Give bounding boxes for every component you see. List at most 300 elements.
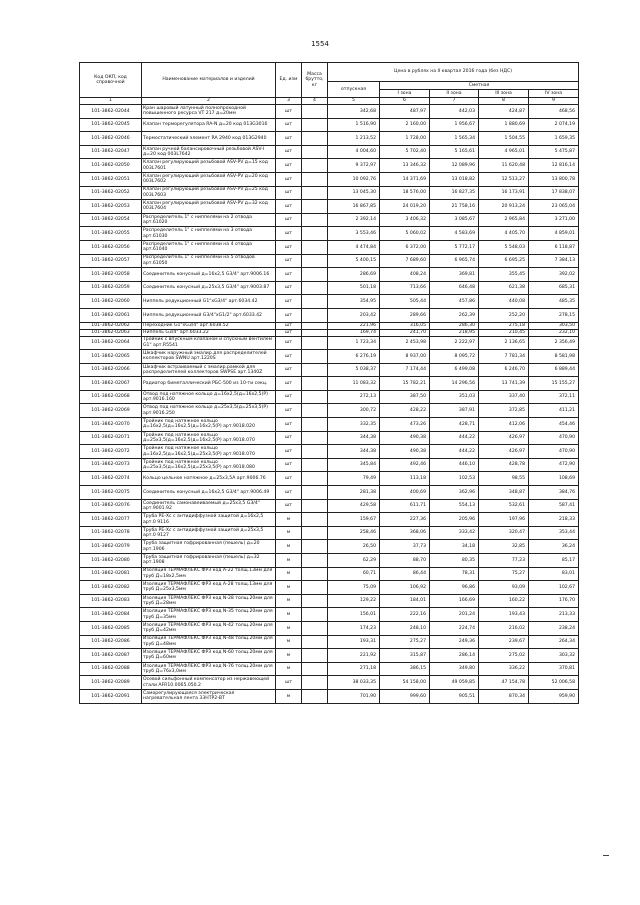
row-zone4-price: 36,24 — [529, 540, 579, 554]
row-code: 101-3862-02069 — [80, 404, 142, 418]
row-zone2-price: 446,10 — [430, 458, 479, 472]
row-zone2-price: 13 018,82 — [430, 172, 479, 186]
row-release-price: 272,13 — [328, 390, 380, 404]
row-mass — [302, 268, 328, 282]
row-zone4-price: 6 118,87 — [529, 240, 579, 254]
row-zone3-price: 32,85 — [479, 540, 529, 554]
row-zone1-price: 490,38 — [380, 431, 430, 445]
table-row — [80, 662, 579, 676]
row-zone3-price: 11 620,48 — [479, 159, 529, 173]
row-unit: м — [276, 513, 302, 527]
row-zone1-price: 999,60 — [380, 689, 430, 703]
col-number: 1 — [80, 98, 142, 105]
row-name: Клапан терморегулятора RA-N д=20 код 013G3016 — [142, 118, 276, 132]
row-mass — [302, 322, 328, 329]
table-row — [80, 390, 579, 404]
row-code: 101-3862-02087 — [80, 649, 142, 663]
row-release-price: 75,09 — [328, 581, 380, 595]
row-unit: шт — [276, 172, 302, 186]
row-zone1-price: 5 060,02 — [380, 227, 430, 241]
row-zone3-price: 6 246,70 — [479, 363, 529, 377]
row-name: Клапан регулирующий резьбовой ASV-PV д=20 код 003L7602 — [142, 172, 276, 186]
table-row — [80, 281, 579, 295]
row-unit: м — [276, 649, 302, 663]
row-mass — [302, 540, 328, 554]
row-release-price: 344,38 — [328, 445, 380, 459]
row-zone3-price: 239,67 — [479, 635, 529, 649]
row-code: 101-3862-02074 — [80, 472, 142, 486]
row-zone4-price: 232,10 — [529, 329, 579, 336]
table-row — [80, 213, 579, 227]
row-code: 101-3862-02084 — [80, 608, 142, 622]
row-zone3-price: 12 513,27 — [479, 172, 529, 186]
row-zone4-price: 238,24 — [529, 621, 579, 635]
row-code: 101-3862-02077 — [80, 513, 142, 527]
row-zone2-price: 369,81 — [430, 268, 479, 282]
row-mass — [302, 621, 328, 635]
row-unit: шт — [276, 418, 302, 432]
row-release-price: 169,74 — [328, 329, 380, 336]
row-release-price: 4 474,84 — [328, 240, 380, 254]
row-unit: шт — [276, 458, 302, 472]
row-name: Труба защитная гофрированная (пешель) д=32 арт.1908 — [142, 554, 276, 568]
row-release-price: 344,38 — [328, 431, 380, 445]
row-code: 101-3862-02062 — [80, 322, 142, 329]
row-unit: шт — [276, 132, 302, 146]
row-mass — [302, 145, 328, 159]
table-row — [80, 200, 579, 214]
row-zone1-price: 241,70 — [380, 329, 430, 336]
row-name: Осевой сильфонный компенсатор из нержавеющей стали AFR10.0065.050.2 — [142, 676, 276, 690]
row-unit: шт — [276, 404, 302, 418]
row-zone1-price: 24 019,20 — [380, 200, 430, 214]
row-name: Соединитель конусный д=25х3,5 G3/4" арт.9003.87 — [142, 281, 276, 295]
row-name: Труба РЕ-Хс с антидиффузной защитой д=25х3,5 арт.0 9127 — [142, 526, 276, 540]
table-row — [80, 377, 579, 391]
row-code: 101-3862-02056 — [80, 240, 142, 254]
row-release-price: 62,29 — [328, 554, 380, 568]
row-mass — [302, 689, 328, 703]
row-name: Соединитель самонавеиваемый д=25х3,5 G3/4" арт.9001.92 — [142, 499, 276, 513]
row-name: Распределитель 1" с ниппелями на 5 отводов арт.61050 — [142, 254, 276, 268]
row-zone2-price: 349,80 — [430, 662, 479, 676]
table-row — [80, 105, 579, 119]
row-zone1-price: 184,01 — [380, 594, 430, 608]
row-unit: шт — [276, 145, 302, 159]
row-zone2-price: 96,86 — [430, 581, 479, 595]
row-mass — [302, 377, 328, 391]
row-zone2-price: 224,74 — [430, 621, 479, 635]
row-unit: шт — [276, 227, 302, 241]
row-unit: м — [276, 621, 302, 635]
row-zone3-price: 1 504,55 — [479, 132, 529, 146]
table-row — [80, 145, 579, 159]
row-unit: шт — [276, 350, 302, 364]
row-code: 101-3862-02057 — [80, 254, 142, 268]
row-unit: м — [276, 608, 302, 622]
row-name: Тройник под натяжное кольцо д=16х2,5(д=16х2,5(д=16х2,5(Р) арт.9018.020 — [142, 418, 276, 432]
row-zone3-price: 426,97 — [479, 431, 529, 445]
row-zone4-price: 7 384,13 — [529, 254, 579, 268]
row-name: Изоляция ТЕРМАФЛЕКС ФРЗ код А-22 толщ.13мм для труб Д=18х2,5мм — [142, 567, 276, 581]
row-zone4-price: 176,70 — [529, 594, 579, 608]
row-unit: м — [276, 554, 302, 568]
row-zone1-price: 113,18 — [380, 472, 430, 486]
row-release-price: 1 213,52 — [328, 132, 380, 146]
row-zone1-price: 86,44 — [380, 567, 430, 581]
row-mass — [302, 567, 328, 581]
row-zone1-price: 18 576,00 — [380, 186, 430, 200]
row-name: Изоляция ТЕРМАФЛЕКС ФРЗ код N-60 толщ.20мм для труб Д=60мм — [142, 649, 276, 663]
row-unit: м — [276, 540, 302, 554]
table-row — [80, 594, 579, 608]
row-name: Отвод под натяжное кольцо д=25х3,5(д=25х3,5(Р) арт.9016.250 — [142, 404, 276, 418]
row-name: Шкафчик наружный эмалир.для распределителей коллекторов SWNU арт.1220S — [142, 350, 276, 364]
row-zone2-price: 4 583,69 — [430, 227, 479, 241]
header-code: Код ОКП, код справочной — [80, 63, 142, 98]
row-zone2-price: 444,22 — [430, 431, 479, 445]
row-zone4-price: 303,50 — [529, 322, 579, 329]
row-code: 101-3862-02047 — [80, 145, 142, 159]
table-row — [80, 540, 579, 554]
row-code: 101-3862-02059 — [80, 281, 142, 295]
row-zone3-price: 77,23 — [479, 554, 529, 568]
row-name: Клапан регулирующий резьбовой ASV-PV д=15 код 003L7601 — [142, 159, 276, 173]
row-name: Клапан регулирующий резьбовой ASV-PV д=25 код 003L7603 — [142, 186, 276, 200]
row-mass — [302, 445, 328, 459]
row-zone3-price: 348,87 — [479, 486, 529, 500]
row-unit: шт — [276, 363, 302, 377]
table-row — [80, 308, 579, 322]
row-zone1-price: 227,36 — [380, 513, 430, 527]
row-zone4-price: 102,67 — [529, 581, 579, 595]
table-row — [80, 322, 579, 329]
row-zone4-price: 303,32 — [529, 649, 579, 663]
row-zone4-price: 370,81 — [529, 662, 579, 676]
row-code: 101-3862-02089 — [80, 676, 142, 690]
row-release-price: 174,23 — [328, 621, 380, 635]
row-zone3-price: 6 695,25 — [479, 254, 529, 268]
row-name: Труба защитная гофрированная (пешель) д=20 арт.1906 — [142, 540, 276, 554]
row-name: Радиатор биметаллический РБС-500 из 10-ти секц. — [142, 377, 276, 391]
row-release-price: 5 400,15 — [328, 254, 380, 268]
row-zone4-price: 52 006,58 — [529, 676, 579, 690]
row-zone1-price: 315,87 — [380, 649, 430, 663]
row-name: Изоляция ТЕРМАФЛЕКС ФРЗ код А-28 толщ.13мм для труб Д=25х3,5мм — [142, 581, 276, 595]
row-zone1-price: 54 158,00 — [380, 676, 430, 690]
row-zone3-price: 160,22 — [479, 594, 529, 608]
row-zone2-price: 12 089,96 — [430, 159, 479, 173]
row-zone2-price: 2 222,97 — [430, 336, 479, 350]
row-name: Шкафчик встраиваемый с эмалир.рамкой для распределителей коллекторов SWPSE арт.1340Z — [142, 363, 276, 377]
row-unit: шт — [276, 329, 302, 336]
row-unit: шт — [276, 676, 302, 690]
table-row — [80, 329, 579, 336]
row-code: 101-3862-02055 — [80, 227, 142, 241]
row-zone2-price: 444,22 — [430, 445, 479, 459]
row-zone3-price: 412,06 — [479, 418, 529, 432]
row-zone2-price: 6 499,08 — [430, 363, 479, 377]
row-zone4-price: 392,02 — [529, 268, 579, 282]
table-row — [80, 350, 579, 364]
row-mass — [302, 240, 328, 254]
row-zone4-price: 454,46 — [529, 418, 579, 432]
header-zone-2: II зона — [430, 90, 479, 98]
table-row — [80, 118, 579, 132]
row-zone1-price: 428,22 — [380, 404, 430, 418]
row-code: 101-3862-02068 — [80, 390, 142, 404]
row-unit: шт — [276, 281, 302, 295]
row-mass — [302, 608, 328, 622]
row-zone3-price: 532,61 — [479, 499, 529, 513]
row-mass — [302, 526, 328, 540]
row-zone4-price: 353,44 — [529, 526, 579, 540]
col-number: 5 — [328, 98, 380, 105]
row-release-price: 3 553,46 — [328, 227, 380, 241]
header-zone-1: I зона — [380, 90, 430, 98]
row-name: Тройник под натяжное кольцо д=25х3,5(д=16х2,5(д=25х3,5(Р) арт.9018.080 — [142, 458, 276, 472]
row-unit: шт — [276, 336, 302, 350]
row-zone2-price: 286,14 — [430, 649, 479, 663]
row-zone3-price: 337,40 — [479, 390, 529, 404]
row-zone2-price: 905,51 — [430, 689, 479, 703]
scan-mark — [603, 855, 609, 856]
row-mass — [302, 105, 328, 119]
row-name: Изоляция ТЕРМАФЛЕКС ФРЗ код N-28 толщ.20мм для труб Д=28мм — [142, 594, 276, 608]
row-zone2-price: 218,95 — [430, 329, 479, 336]
row-zone2-price: 205,96 — [430, 513, 479, 527]
table-row — [80, 649, 579, 663]
row-zone3-price: 5 548,03 — [479, 240, 529, 254]
row-zone4-price: 411,21 — [529, 404, 579, 418]
row-name: Саморегулирующаяся электрическая нагревательная лента 33НТР2-BT — [142, 689, 276, 703]
col-number: 7 — [430, 98, 479, 105]
row-code: 101-3862-02075 — [80, 486, 142, 500]
row-code: 101-3862-02073 — [80, 458, 142, 472]
header-price-title: Цена в рублях на II квартал 2016 года (без НДС) — [328, 63, 579, 82]
row-zone3-price: 2 965,84 — [479, 213, 529, 227]
row-release-price: 6 276,19 — [328, 350, 380, 364]
row-zone4-price: 83,01 — [529, 567, 579, 581]
row-code: 101-3862-02081 — [80, 567, 142, 581]
table-row — [80, 486, 579, 500]
table-row — [80, 431, 579, 445]
header-estimated: Сметная — [380, 82, 579, 90]
row-mass — [302, 649, 328, 663]
row-zone1-price: 5 702,40 — [380, 145, 430, 159]
row-release-price: 5 038,37 — [328, 363, 380, 377]
header-release: отпускная — [328, 82, 380, 98]
row-mass — [302, 186, 328, 200]
row-code: 101-3862-02046 — [80, 132, 142, 146]
row-unit: шт — [276, 486, 302, 500]
row-mass — [302, 132, 328, 146]
row-zone1-price: 37,73 — [380, 540, 430, 554]
table-row — [80, 363, 579, 377]
row-zone4-price: 264,34 — [529, 635, 579, 649]
row-release-price: 13 045,30 — [328, 186, 380, 200]
row-code: 101-3862-02067 — [80, 377, 142, 391]
row-mass — [302, 594, 328, 608]
col-number: 8 — [479, 98, 529, 105]
row-zone4-price: 15 155,27 — [529, 377, 579, 391]
table-row — [80, 621, 579, 635]
row-name: Кран шаровый латунный полнопроходной повышенного ресурса VT 217 д=20мм — [142, 105, 276, 119]
row-mass — [302, 486, 328, 500]
row-zone1-price: 505,44 — [380, 295, 430, 309]
row-zone3-price: 252,20 — [479, 308, 529, 322]
row-zone4-price: 8 581,98 — [529, 350, 579, 364]
table-row — [80, 418, 579, 432]
table-row — [80, 635, 579, 649]
row-zone3-price: 13 741,39 — [479, 377, 529, 391]
header-zone-4: IV зона — [529, 90, 579, 98]
row-code: 101-3862-02061 — [80, 308, 142, 322]
row-zone2-price: 442,03 — [430, 105, 479, 119]
row-zone1-price: 289,66 — [380, 308, 430, 322]
row-code: 101-3862-02078 — [80, 526, 142, 540]
row-mass — [302, 281, 328, 295]
row-unit: шт — [276, 322, 302, 329]
row-release-price: 281,38 — [328, 486, 380, 500]
table-row — [80, 567, 579, 581]
row-zone3-price: 372,85 — [479, 404, 529, 418]
table-row — [80, 172, 579, 186]
row-mass — [302, 336, 328, 350]
row-zone4-price: 384,76 — [529, 486, 579, 500]
row-zone2-price: 333,42 — [430, 526, 479, 540]
row-zone3-price: 75,27 — [479, 567, 529, 581]
row-zone1-price: 473,26 — [380, 418, 430, 432]
row-name: Кольцо цельное натяжное д=25х3,5А арт.9006.76 — [142, 472, 276, 486]
row-zone1-price: 3 406,32 — [380, 213, 430, 227]
row-release-price: 221,92 — [328, 649, 380, 663]
row-name: Тройник с впускным клапаном и спускным вентилем G1" арт.R5541 — [142, 336, 276, 350]
row-zone2-price: 80,35 — [430, 554, 479, 568]
row-zone2-price: 646,48 — [430, 281, 479, 295]
page-number: 1554 — [311, 40, 329, 48]
row-unit: шт — [276, 105, 302, 119]
table-row — [80, 404, 579, 418]
row-zone3-price: 621,38 — [479, 281, 529, 295]
row-name: Ниппель редукционный G3/4"хG1/2" арт.6033.42 — [142, 308, 276, 322]
row-zone3-price: 440,08 — [479, 295, 529, 309]
row-code: 101-3862-02085 — [80, 621, 142, 635]
row-code: 101-3862-02082 — [80, 581, 142, 595]
row-zone2-price: 5 165,61 — [430, 145, 479, 159]
row-mass — [302, 404, 328, 418]
row-zone2-price: 21 758,16 — [430, 200, 479, 214]
table-row — [80, 254, 579, 268]
row-unit: м — [276, 581, 302, 595]
header-name: Наименование материалов и изделий — [142, 63, 276, 98]
row-zone4-price: 4 859,01 — [529, 227, 579, 241]
row-zone1-price: 275,27 — [380, 635, 430, 649]
row-zone1-price: 368,06 — [380, 526, 430, 540]
row-mass — [302, 581, 328, 595]
row-zone2-price: 78,31 — [430, 567, 479, 581]
row-unit: шт — [276, 445, 302, 459]
row-code: 101-3862-02050 — [80, 159, 142, 173]
row-name: Тройник под натяжное кольцо д=16х2,5(д=16х2,5(д=25х3,5(Р) арт.9018.070 — [142, 445, 276, 459]
table-row — [80, 240, 579, 254]
row-code: 101-3862-02051 — [80, 172, 142, 186]
row-unit: шт — [276, 159, 302, 173]
row-zone4-price: 2 074,19 — [529, 118, 579, 132]
row-unit: шт — [276, 118, 302, 132]
row-release-price: 159,67 — [328, 513, 380, 527]
table-row — [80, 295, 579, 309]
row-zone3-price: 320,47 — [479, 526, 529, 540]
row-code: 101-3862-02060 — [80, 295, 142, 309]
row-zone1-price: 88,70 — [380, 554, 430, 568]
row-name: Тройник под натяжное кольцо д=25х3,5(д=16х2,5(д=16х2,5(Р) арт.9018.070 — [142, 431, 276, 445]
row-mass — [302, 213, 328, 227]
table-row — [80, 526, 579, 540]
row-zone3-price: 428,78 — [479, 458, 529, 472]
row-zone2-price: 6 965,74 — [430, 254, 479, 268]
row-code: 101-3862-02065 — [80, 350, 142, 364]
table-row — [80, 472, 579, 486]
row-code: 101-3862-02063 — [80, 329, 142, 336]
row-zone4-price: 2 356,49 — [529, 336, 579, 350]
row-mass — [302, 676, 328, 690]
row-zone3-price: 870,34 — [479, 689, 529, 703]
row-mass — [302, 554, 328, 568]
row-unit: шт — [276, 431, 302, 445]
row-zone4-price: 472,90 — [529, 458, 579, 472]
row-zone3-price: 20 913,24 — [479, 200, 529, 214]
table-row — [80, 689, 579, 703]
row-zone3-price: 275,18 — [479, 322, 529, 329]
row-release-price: 11 083,32 — [328, 377, 380, 391]
row-name: Ниппель G3/4" арт.6033.22 — [142, 329, 276, 336]
row-name: Термостатический элемент RA 2940 код 013G2940 — [142, 132, 276, 146]
row-code: 101-3862-02088 — [80, 662, 142, 676]
row-unit: шт — [276, 472, 302, 486]
row-release-price: 332,35 — [328, 418, 380, 432]
row-zone1-price: 222,16 — [380, 608, 430, 622]
row-name: Изоляция ТЕРМАФЛЕКС ФРЗ код N-35 толщ.20мм для труб Д=35мм — [142, 608, 276, 622]
row-zone3-price: 193,43 — [479, 608, 529, 622]
row-code: 101-3862-02076 — [80, 499, 142, 513]
row-zone2-price: 457,86 — [430, 295, 479, 309]
row-zone2-price: 5 772,17 — [430, 240, 479, 254]
col-number: 4 — [302, 98, 328, 105]
row-name: Распределитель 1" с ниппелями на 3 отвода арт.61030 — [142, 227, 276, 241]
row-zone1-price: 15 782,21 — [380, 377, 430, 391]
row-code: 101-3862-02086 — [80, 635, 142, 649]
row-mass — [302, 390, 328, 404]
row-zone4-price: 468,56 — [529, 105, 579, 119]
header-mass: Масса брутто, кг — [302, 63, 328, 98]
row-zone4-price: 13 800,78 — [529, 172, 579, 186]
row-zone2-price: 201,24 — [430, 608, 479, 622]
row-mass — [302, 418, 328, 432]
row-name: Клапан ручной балансировочный резьбовой ASV-I д=20 код 003L7642 — [142, 145, 276, 159]
row-zone4-price: 1 659,35 — [529, 132, 579, 146]
row-zone1-price: 611,71 — [380, 499, 430, 513]
row-zone2-price: 286,30 — [430, 322, 479, 329]
row-mass — [302, 513, 328, 527]
row-zone2-price: 554,13 — [430, 499, 479, 513]
row-zone1-price: 7 689,60 — [380, 254, 430, 268]
row-release-price: 501,18 — [328, 281, 380, 295]
row-zone1-price: 1 728,00 — [380, 132, 430, 146]
row-zone4-price: 23 065,04 — [529, 200, 579, 214]
row-release-price: 1 516,90 — [328, 118, 380, 132]
row-release-price: 193,31 — [328, 635, 380, 649]
